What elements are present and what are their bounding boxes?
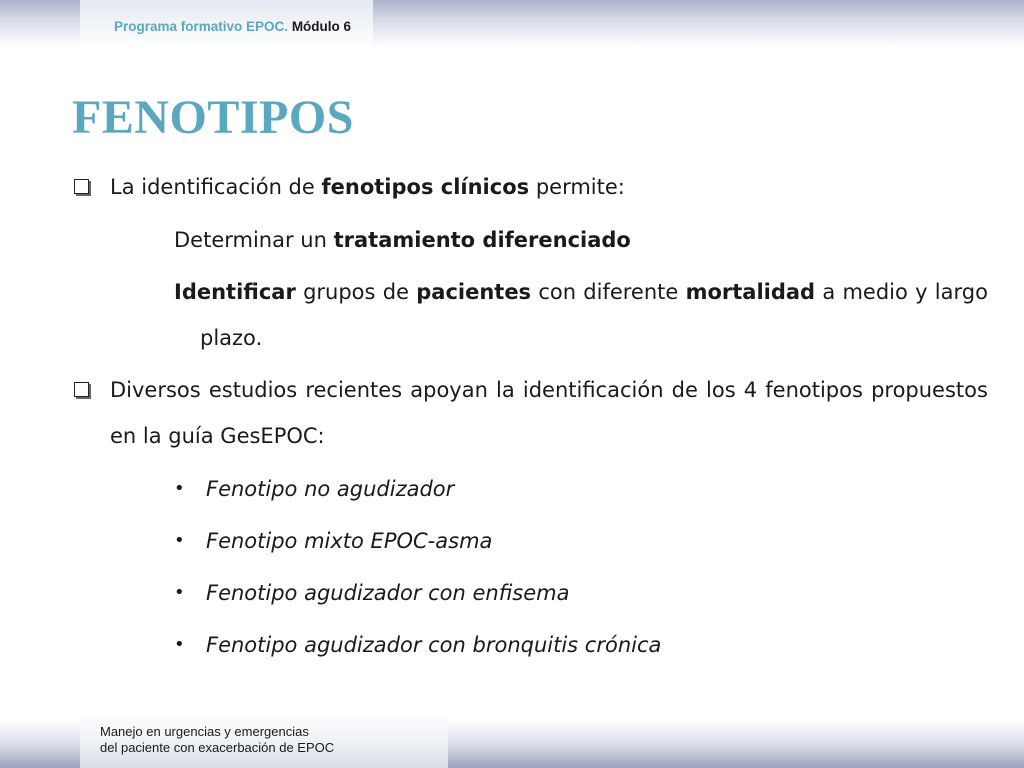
bullet-2-word: los <box>706 378 736 402</box>
sub-item-1-pre: Determinar un <box>174 228 334 252</box>
bullet-1-post: permite: <box>529 175 625 199</box>
sub-item-2-word: diferente <box>583 280 679 304</box>
phenotype-item: Fenotipo no agudizador <box>206 477 455 501</box>
bullet-2-word: recientes <box>305 378 403 402</box>
bullet-1-pre: La identificación de <box>110 175 322 199</box>
bullet-dot-icon: • <box>174 582 185 603</box>
sub-item-2-word: a <box>822 280 836 304</box>
bullet-2-word: propuestos <box>871 378 988 402</box>
bullet-2-word: Diversos <box>110 378 201 402</box>
header <box>114 19 351 34</box>
sub-item-2-word: medio <box>842 280 908 304</box>
sub-item-2-word: grupos <box>303 280 376 304</box>
sub-item-2-word: de <box>382 280 409 304</box>
sub-item-2-word: Identificar <box>174 280 296 304</box>
header-module: Módulo 6 <box>291 19 352 34</box>
phenotype-item: Fenotipo agudizador con bronquitis crónica <box>206 633 662 657</box>
bullet-2-word: apoyan <box>410 378 488 402</box>
footer-line-2: del paciente con exacerbación de EPOC <box>100 740 335 755</box>
sub-item-1-bold: tratamiento diferenciado <box>333 228 631 252</box>
sub-item-1 <box>174 226 631 254</box>
slide-title: FENOTIPOS <box>72 91 354 144</box>
bullet-dot-icon: • <box>174 530 185 551</box>
sub-item-2-word: largo <box>934 280 988 304</box>
bullet-dot-icon: • <box>174 478 185 499</box>
bullet-2-word: fenotipos <box>765 378 863 402</box>
bullet-2-word: 4 <box>743 378 758 402</box>
bullet-2-word: estudios <box>208 378 298 402</box>
bullet-1-bold: fenotipos clínicos <box>321 175 530 199</box>
phenotype-item: Fenotipo mixto EPOC-asma <box>206 529 493 553</box>
sub-item-2-continuation: plazo. <box>200 326 263 350</box>
sub-item-2-word: pacientes <box>416 280 532 304</box>
bullet-dot-icon: • <box>174 634 185 655</box>
sub-item-2-word: mortalidad <box>685 280 816 304</box>
bullet-2-word: la <box>496 378 515 402</box>
sub-item-2-word: con <box>538 280 577 304</box>
sub-item-2-word: y <box>915 280 928 304</box>
checkbox-bullet-icon <box>74 179 89 194</box>
sub-item-2 <box>174 278 988 306</box>
bullet-1 <box>110 173 625 201</box>
bullet-2-word: identificación <box>522 378 664 402</box>
checkbox-bullet-icon <box>74 382 89 397</box>
bullet-2-line-2: en la guía GesEPOC: <box>110 424 325 448</box>
bullet-2-word: de <box>671 378 698 402</box>
phenotype-item: Fenotipo agudizador con enfisema <box>206 581 570 605</box>
bullet-2-line-1 <box>110 376 988 404</box>
header-program: Programa formativo EPOC. <box>114 19 289 34</box>
footer-line-1: Manejo en urgencias y emergencias <box>100 724 309 739</box>
